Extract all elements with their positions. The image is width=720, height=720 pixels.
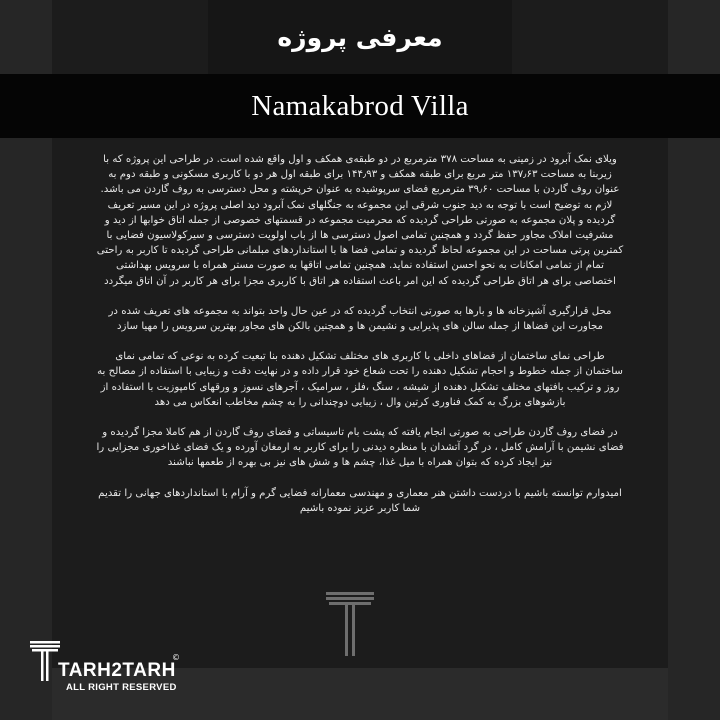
brand-logo xyxy=(30,640,180,700)
description-paragraph: ویلای نمک آبرود در زمینی به مساحت ۳۷۸ مترمربع در دو طبقه‌ی همکف و اول واقع شده است. در طراحی این پروژه که با زیربنا به مساحت ۱۳۷٫۶۳ متر مربع برای طبقه همکف و ۱۴۴٫۹۳ برای طبقه اول هر دو با کاربری مسکونی و طبقه دوم به عنوان روف گاردن با مساحت ۳۹٫۶۰ مترمربع فضای سرپوشیده به عنوان خرپشته و محل دسترسی به روف گاردن می باشد. لازم به توضیح است با توجه به دید جنوب شرقی این مجموعه به جنگلهای نمک آبرود دید اصلی پروژه در این مسیر تعریف گردیده و پلان مجموعه به صورتی طراحی گردیده که محرمیت مجموعه در قسمتهای خصوصی از جمله اتاق خوابها از دید و مشرفیت املاک مجاور حفظ گردد و همچنین تمامی اصول دسترسی ها از باب اولویت دسترسی و سیرکولاسیون فضایی با کمترین پرتی مساحت در این مجموعه لحاظ گردیده و تمامی فضا ها با استانداردهای مبلمانی طراحی گردیده تا کاربر به راحتی تمام از تمامی امکانات به نحو احسن استفاده نماید. همچنین تمامی اتاقها به صورت مستر همراه با سرویس بهداشتی اختصاصی برای هر اتاق طراحی گردیده که این امر باعث استفاده هر اتاق با کاربری مجزا برای هر کاربر در آن اتاق میگردد xyxy=(96,154,624,287)
brand-name: TARH2TARH xyxy=(58,660,176,681)
description-paragraph: طراحی نمای ساختمان از فضاهای داخلی با کاربری های مختلف تشکیل دهنده بنا تبعیت کرده به نوعی که تمامی نمای ساختمان از جمله خطوط و احجام تشکیل دهنده را تحت شعاع خود قرار داده و در نهایت دقت و زیبایی با استفاده از مصالح به روز و ترکیب بافتهای مختلف تشکیل دهنده از شیشه ، سنگ ،فلز ، سرامیک ، آجرهای نسوز و ورقهای کامپوزیت با استفاده از بازشوهای بزرگ به کمک فناوری کرتین وال ، زیبایی دوچندانی را به چشم مخاطب انعکاس می دهد xyxy=(97,351,623,408)
copyright-symbol: © xyxy=(172,653,180,662)
project-description xyxy=(96,152,624,531)
pillar-t-icon xyxy=(326,592,374,656)
page-title: معرفی پروژه xyxy=(277,22,443,52)
project-title: Namakabrod Villa xyxy=(251,89,469,122)
description-paragraph: در فضای روف گاردن طراحی به صورتی انجام یافته که پشت بام تاسیساتی و فضای روف گاردن از هم کاملا مجزا گردیده و فضای نشیمن با آرامش کامل ، در گرد آتشدان با منظره دیدنی را برای کاربر به ارمغان آورده و یک فضای غذاخوری مجزایی را نیز ایجاد کرده که بتوان همراه با میل غذا، چشم ها و شش های نیز بی بهره از طعمها نباشند xyxy=(96,427,624,469)
project-title-band xyxy=(0,74,720,138)
rights-text: ALL RIGHT RESERVED xyxy=(66,682,177,693)
description-paragraph: امیدوارم توانسته باشیم با دردست داشتن هنر معماری و مهندسی معمارانه فضایی گرم و آرام با استانداردهای جهانی را تقدیم شما کاربر عزیز نموده باشیم xyxy=(98,487,622,514)
header-box xyxy=(208,0,512,74)
column-logo-icon xyxy=(30,640,60,684)
description-paragraph: محل قرارگیری آشپزخانه ها و بارها به صورتی انتخاب گردیده که در عین حال واحد بتواند به مجموعه های تعریف شده در مجاورت این فضاها از جمله سالن های پذیرایی و نشیمن ها و همچنین بالکن های مجاور بهترین سرویس را مهیا سازد xyxy=(108,305,612,333)
